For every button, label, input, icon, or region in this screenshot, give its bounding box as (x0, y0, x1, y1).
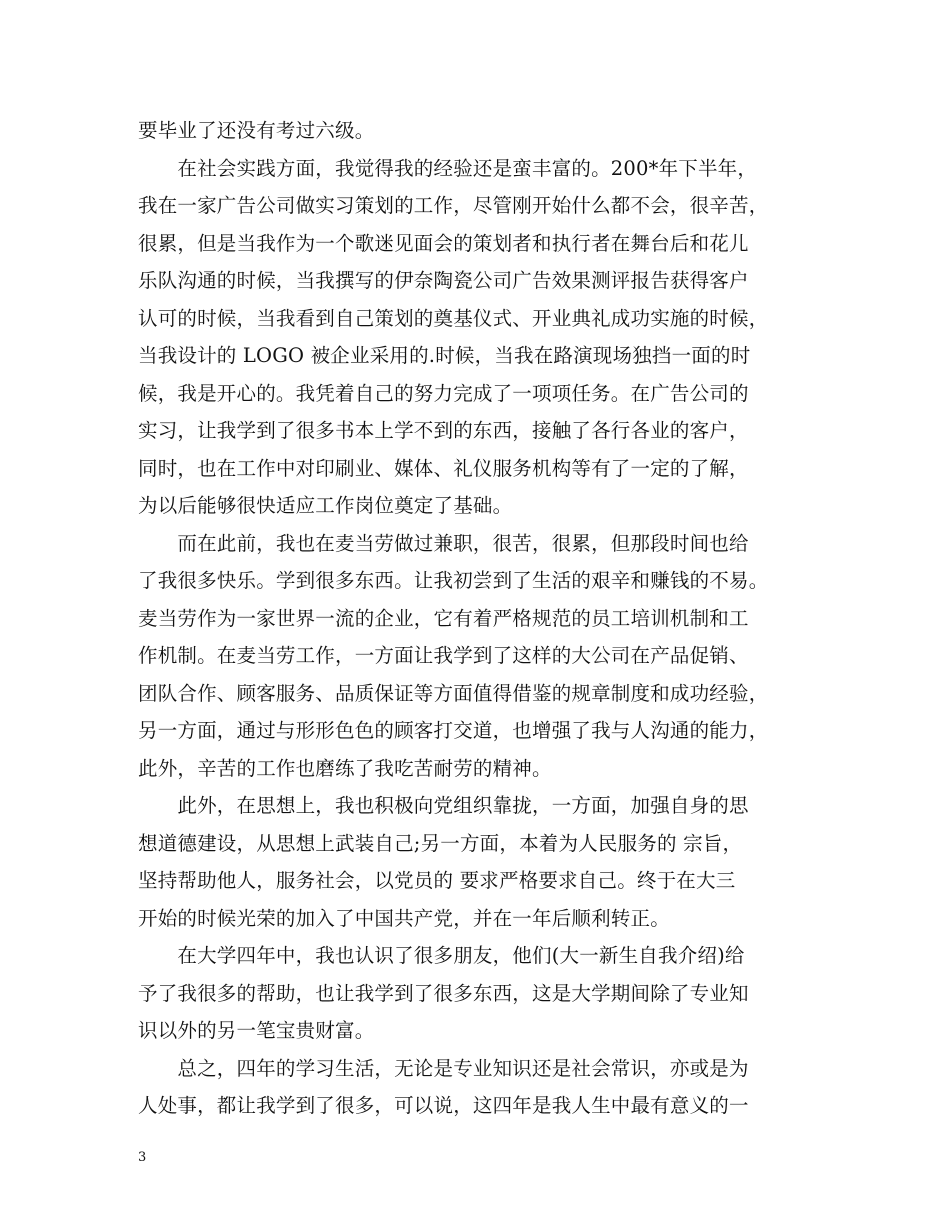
text-line: 予了我很多的帮助，也让我学到了很多东西，这是大学期间除了专业知 (138, 981, 749, 1005)
text-line: 在大学四年中，我也认识了很多朋友，他们(大一新生自我介绍)给 (138, 944, 745, 967)
text-line: 认可的时候，当我看到自己策划的奠基仪式、开业典礼成功实施的时候， (138, 306, 769, 330)
text-line: 为以后能够很快适应工作岗位奠定了基础。 (138, 494, 513, 517)
text-line: 总之，四年的学习生活，无论是专业知识还是社会常识，亦或是为 (138, 1056, 749, 1080)
text-line: 当我设计的 LOGO 被企业采用的.时候，当我在路演现场独挡一面的时 (138, 344, 751, 367)
text-line: 坚持帮助他人，服务社会，以党员的 要求严格要求自己。终于在大三 (138, 869, 736, 892)
text-line: 在社会实践方面，我觉得我的经验还是蛮丰富的。200*年下半年， (138, 156, 758, 180)
text-line: 麦当劳作为一家世界一流的企业，它有着严格规范的员工培训机制和工 (138, 606, 749, 630)
text-line: 人处事，都让我学到了很多，可以说，这四年是我人生中最有意义的一 (138, 1094, 749, 1117)
text-line: 了我很多快乐。学到很多东西。让我初尝到了生活的艰辛和赚钱的不易。 (138, 569, 769, 592)
text-line: 要毕业了还没有考过六级。 (138, 119, 375, 142)
text-line: 而在此前，我也在麦当劳做过兼职，很苦，很累，但那段时间也给 (138, 531, 749, 555)
text-line: 此外，辛苦的工作也磨练了我吃苦耐劳的精神。 (138, 756, 552, 780)
text-line: 候，我是开心的。我凭着自己的努力完成了一项项任务。在广告公司的 (138, 381, 749, 405)
text-line: 想道德建设，从思想上武装自己;另一方面，本着为人民服务的 宗旨， (138, 831, 743, 855)
text-line: 乐队沟通的时候，当我撰写的伊奈陶瓷公司广告效果测评报告获得客户 (138, 269, 749, 292)
page-number: 3 (138, 1150, 147, 1165)
text-line: 另一方面，通过与形形色色的顾客打交道，也增强了我与人沟通的能力， (138, 719, 769, 742)
text-line: 很累，但是当我作为一个歌迷见面会的策划者和执行者在舞台后和花儿 (138, 231, 749, 255)
text-line: 识以外的另一笔宝贵财富。 (138, 1019, 375, 1042)
text-line: 实习，让我学到了很多书本上学不到的东西，接触了各行各业的客户， (138, 419, 749, 442)
text-line: 团队合作、顾客服务、品质保证等方面值得借鉴的规章制度和成功经验， (138, 681, 769, 705)
body-text (138, 112, 838, 1125)
text-line: 同时，也在工作中对印刷业、媒体、礼仪服务机构等有了一定的了解， (138, 456, 749, 480)
text-line: 开始的时候光荣的加入了中国共产党，并在一年后顺利转正。 (138, 906, 670, 930)
text-line: 作机制。在麦当劳工作，一方面让我学到了这样的大公司在产品促销、 (138, 644, 749, 667)
text-line: 我在一家广告公司做实习策划的工作，尽管刚开始什么都不会，很辛苦， (138, 194, 769, 217)
text-line: 此外，在思想上，我也积极向党组织靠拢，一方面，加强自身的思 (138, 794, 749, 817)
